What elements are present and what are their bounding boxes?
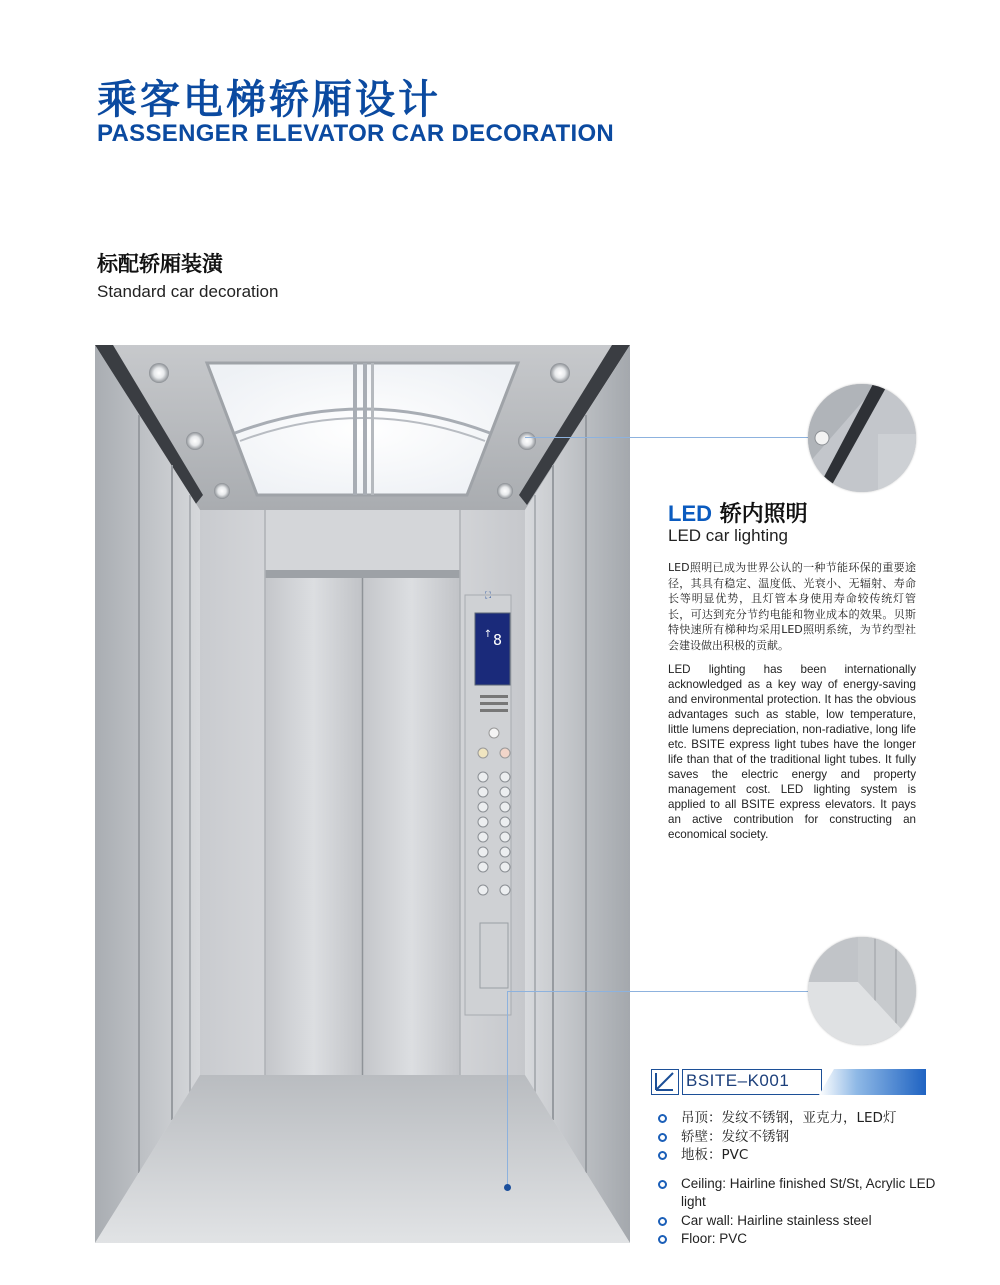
- callout-line-floor-vertical: [507, 991, 508, 1187]
- lighting-subheading: LED car lighting: [668, 526, 789, 545]
- spec-list: [658, 1109, 938, 1249]
- floor-display-digit: 8: [493, 631, 503, 649]
- model-logo-icon: [651, 1069, 679, 1095]
- elevator-car-image: [95, 345, 630, 1243]
- spec-item: 轿壁：发纹不锈钢: [658, 1128, 938, 1147]
- ceiling-detail-image: [808, 384, 916, 492]
- floor-detail-image: [808, 937, 916, 1045]
- page-title-en: PASSENGER ELEVATOR CAR DECORATION: [97, 120, 615, 147]
- callout-dot-floor: [504, 1184, 511, 1191]
- page-title-cn: 乘客电梯轿厢设计: [97, 77, 441, 123]
- bullet-icon: [658, 1151, 667, 1160]
- callout-line-ceiling: [525, 437, 808, 438]
- spec-item: 地板：PVC: [658, 1146, 938, 1165]
- spec-item: Ceiling: Hairline finished St/St, Acrylic LED light: [658, 1175, 938, 1212]
- model-name: BSITE–K001: [686, 1071, 790, 1090]
- bullet-icon: [658, 1235, 667, 1244]
- lighting-body-en: LED lighting has been internationally acknowledged as a key way of energy-saving and environmental protection. It has the obvious advantages such as stable, low temperature, little lumens depreciation, non-radiative, long life etc. BSITE express light tubes have the longer life than that of the traditional light tubes. It fully saves the electric energy and property management cost. LED lighting system is applied to all BSITE express elevators. It pays an active contribution for constructing an economical society.: [668, 663, 916, 841]
- section-title-cn: 标配轿厢装潢: [97, 252, 223, 276]
- bullet-icon: [658, 1133, 667, 1142]
- lighting-heading: LED 轿内照明: [668, 501, 808, 527]
- svg-text:↑: ↑: [483, 629, 493, 640]
- model-banner-gradient: [819, 1069, 926, 1095]
- spec-item: 吊顶：发纹不锈钢，亚克力，LED灯: [658, 1109, 938, 1128]
- lighting-body-cn: LED照明已成为世界公认的一种节能环保的重要途径，其具有稳定、温度低、光衰小、无辐射、寿命长等明显优势，且灯管本身使用寿命较传统灯管长，可达到充分节约电能和物业成本的效果。贝斯特快速所有梯种均采用LED照明系统，为节约型社会建设做出积极的贡献。: [668, 561, 916, 652]
- bullet-icon: [658, 1114, 667, 1123]
- model-banner: [651, 1069, 926, 1095]
- bullet-icon: [658, 1180, 667, 1189]
- section-title-en: Standard car decoration: [97, 282, 279, 301]
- bullet-icon: [658, 1217, 667, 1226]
- callout-line-floor-horizontal: [507, 991, 808, 992]
- spec-item: Car wall: Hairline stainless steel: [658, 1212, 938, 1231]
- svg-text:⛶: ⛶: [484, 591, 492, 601]
- spec-item: Floor: PVC: [658, 1230, 938, 1249]
